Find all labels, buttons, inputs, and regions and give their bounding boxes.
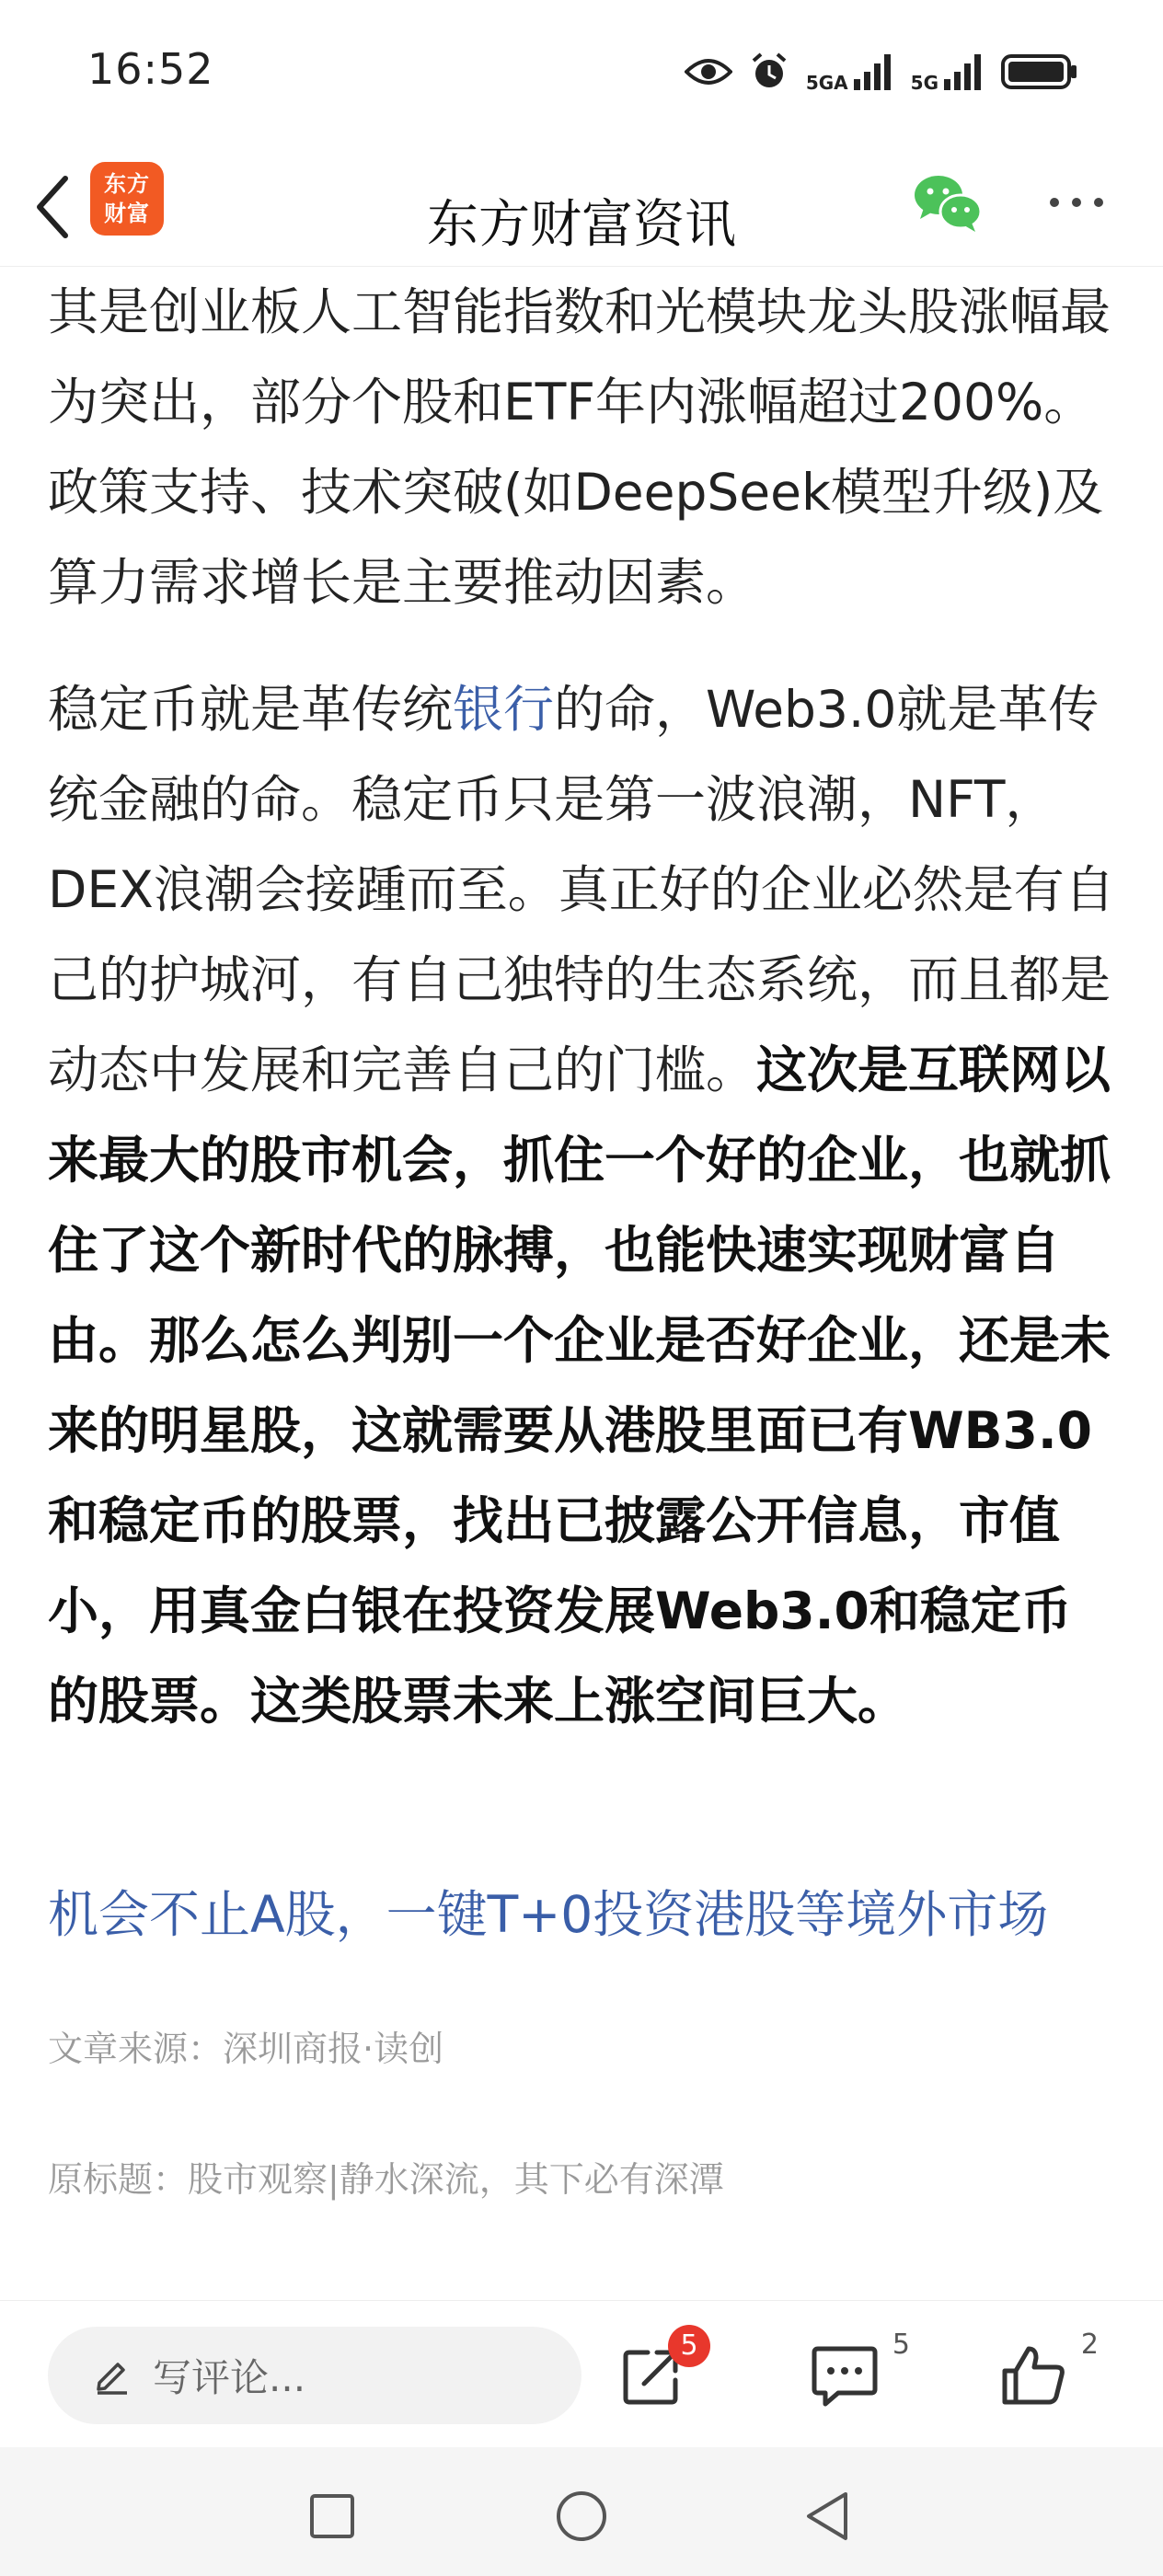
like-button[interactable]	[992, 2329, 1099, 2417]
recent-apps-button[interactable]	[300, 2484, 364, 2548]
triangle-back-icon	[803, 2489, 851, 2544]
paragraph-2-text-start: 稳定币就是革传统	[48, 680, 454, 739]
paragraph-2-text-middle: 的命，Web3.0就是革传统金融的命。稳定币只是第一波浪潮，NFT，DEX浪潮会接踵而至。真正好的企业必然是有自己的护城河，有自己独特的生态系统，而且都是动态中发展和完善自己的门槛。	[48, 680, 1115, 1099]
circle-icon	[554, 2489, 609, 2544]
wechat-share-button[interactable]	[911, 166, 985, 239]
app-header	[0, 147, 1163, 267]
comments-button[interactable]	[803, 2329, 910, 2417]
article-paragraph-1: 其是创业板人工智能指数和光模块龙头股涨幅最为突出，部分个股和ETF年内涨幅超过200%。政策支持、技术突破(如DeepSeek模型升级)及算力需求增长是主要推动因素。	[48, 282, 1111, 612]
square-icon	[308, 2492, 356, 2540]
more-options-button[interactable]	[1040, 184, 1113, 221]
bottom-action-bar	[0, 2300, 1163, 2447]
home-button[interactable]	[549, 2484, 614, 2548]
signal-5g-icon	[911, 52, 985, 92]
signal-5ga-icon	[806, 52, 894, 92]
paragraph-2-bold-text: 这次是互联网以来最大的股市机会，抓住一个好的企业，也就抓住了这个新时代的脉搏，也能快速实现财富自由。那么怎么判别一个企业是否好企业，还是未来的明星股，这就需要从港股里面已有WB3.0和稳定币的股票，找出已披露公开信息，市值小，用真金白银在投资发展Web3.0和稳定币的股票。这类股票未来上涨空间巨大。	[48, 1041, 1111, 1731]
more-dot-icon	[1094, 198, 1103, 207]
alarm-icon	[749, 52, 789, 92]
logo-line1: 东方	[104, 171, 150, 197]
thumbs-up-icon	[999, 2343, 1067, 2408]
promo-link[interactable]: 机会不止A股，一键T+0投资港股等境外市场	[48, 1885, 1049, 1944]
share-button[interactable]	[611, 2329, 698, 2417]
battery-icon	[1001, 53, 1078, 90]
network-label-5ga: 5GA	[805, 72, 848, 94]
bank-link[interactable]: 银行	[453, 680, 555, 739]
article-source: 文章来源：深圳商报·读创	[48, 2029, 444, 2069]
more-dot-icon	[1072, 198, 1081, 207]
article-paragraph-2	[48, 664, 1115, 1746]
logo-line2: 财富	[104, 201, 150, 226]
share-badge: 5	[668, 2325, 710, 2367]
comment-input[interactable]	[48, 2327, 582, 2424]
eye-icon	[685, 55, 732, 88]
wechat-icon	[911, 166, 985, 239]
pencil-icon	[92, 2355, 132, 2396]
comment-bubble-icon	[811, 2343, 879, 2408]
status-time: 16:52	[87, 44, 214, 94]
system-nav-bar	[0, 2447, 1163, 2576]
status-bar	[0, 0, 1163, 147]
page-title: 东方财富资讯	[427, 195, 736, 255]
like-count: 2	[1080, 2329, 1099, 2361]
more-dot-icon	[1050, 198, 1059, 207]
comment-count: 5	[892, 2329, 910, 2361]
back-nav-button[interactable]	[795, 2484, 859, 2548]
network-label-5g: 5G	[910, 72, 938, 94]
comment-placeholder: 写评论...	[153, 2355, 306, 2400]
article-body	[48, 267, 1115, 1783]
status-icons	[685, 44, 1078, 99]
original-title: 原标题：股市观察|静水深流，其下必有深潭	[48, 2159, 724, 2200]
